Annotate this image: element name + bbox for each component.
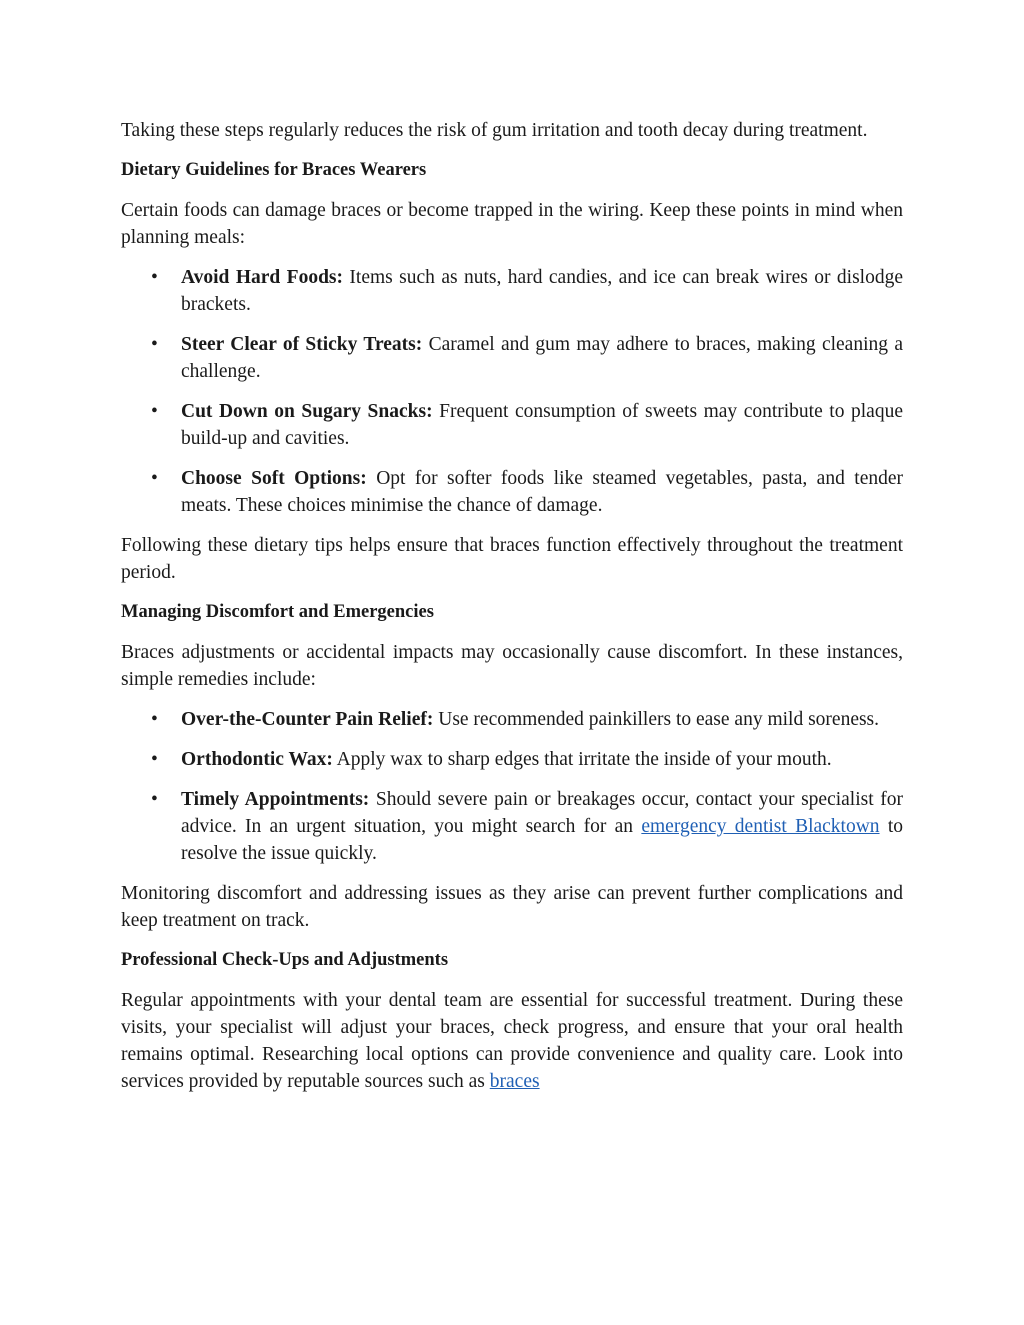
list-item-term: Choose Soft Options: [181, 468, 367, 489]
checkups-body [121, 987, 903, 1095]
list-item-term: Over-the-Counter Pain Relief: [181, 709, 434, 730]
list-item [121, 331, 903, 385]
list-item-term: Timely Appointments: [181, 789, 370, 810]
dietary-list [121, 264, 903, 519]
document-body [121, 117, 903, 1108]
list-item [121, 786, 903, 867]
discomfort-closing: Monitoring discomfort and addressing issues as they arise can prevent further complications and keep treatment on track. [121, 883, 903, 931]
list-item [121, 264, 903, 318]
list-item-term: Cut Down on Sugary Snacks: [181, 401, 433, 422]
intro-paragraph: Taking these steps regularly reduces the risk of gum irritation and tooth decay during treatment. [121, 120, 868, 141]
dietary-heading: Dietary Guidelines for Braces Wearers [121, 160, 427, 180]
bullet-icon: • [151, 749, 158, 770]
list-item-text: Frequent consumption of sweets may contribute to plaque build-up and cavities. [181, 401, 903, 449]
emergency-dentist-link[interactable]: emergency dentist Blacktown [641, 816, 880, 837]
list-item-term: Avoid Hard Foods: [181, 267, 343, 288]
checkups-heading: Professional Check-Ups and Adjustments [121, 950, 449, 970]
bullet-icon: • [151, 709, 158, 730]
list-item [121, 746, 903, 773]
discomfort-heading: Managing Discomfort and Emergencies [121, 602, 434, 622]
list-item [121, 398, 903, 452]
braces-link[interactable]: braces [489, 1071, 540, 1092]
discomfort-intro: Braces adjustments or accidental impacts may occasionally cause discomfort. In these instances, simple remedies include: [121, 642, 903, 690]
bullet-icon: • [151, 789, 158, 810]
bullet-icon: • [151, 334, 158, 355]
bullet-icon: • [151, 401, 158, 422]
bullet-icon: • [151, 468, 158, 489]
list-item-text: Apply wax to sharp edges that irritate the inside of your mouth. [332, 749, 832, 770]
bullet-icon: • [151, 267, 158, 288]
dietary-closing: Following these dietary tips helps ensure that braces function effectively throughout the treatment period. [121, 535, 903, 583]
checkups-body-text: Regular appointments with your dental team are essential for successful treatment. During these visits, your specialist will adjust your braces, check progress, and ensure that your oral health remains optimal. Researching local options can provide convenience and quality care. Look into services provided by reputable sources such as [121, 990, 903, 1092]
dietary-intro: Certain foods can damage braces or become trapped in the wiring. Keep these points in mind when planning meals: [121, 200, 903, 248]
list-item-term: Steer Clear of Sticky Treats: [181, 334, 423, 355]
list-item-text: Opt for softer foods like steamed vegetables, pasta, and tender meats. These choices minimise the chance of damage. [181, 468, 903, 516]
list-item-text-after: to resolve the issue quickly. [181, 816, 904, 864]
discomfort-list [121, 706, 903, 867]
list-item-text: Use recommended painkillers to ease any mild soreness. [433, 709, 880, 730]
list-item-text: Caramel and gum may adhere to braces, making cleaning a challenge. [181, 334, 903, 382]
list-item-text: Should severe pain or breakages occur, contact your specialist for advice. In an urgent situation, you might search for an [181, 789, 903, 837]
list-item-text: Items such as nuts, hard candies, and ice can break wires or dislodge brackets. [181, 267, 903, 315]
list-item [121, 706, 903, 733]
list-item-term: Orthodontic Wax: [181, 749, 333, 770]
list-item [121, 465, 903, 519]
